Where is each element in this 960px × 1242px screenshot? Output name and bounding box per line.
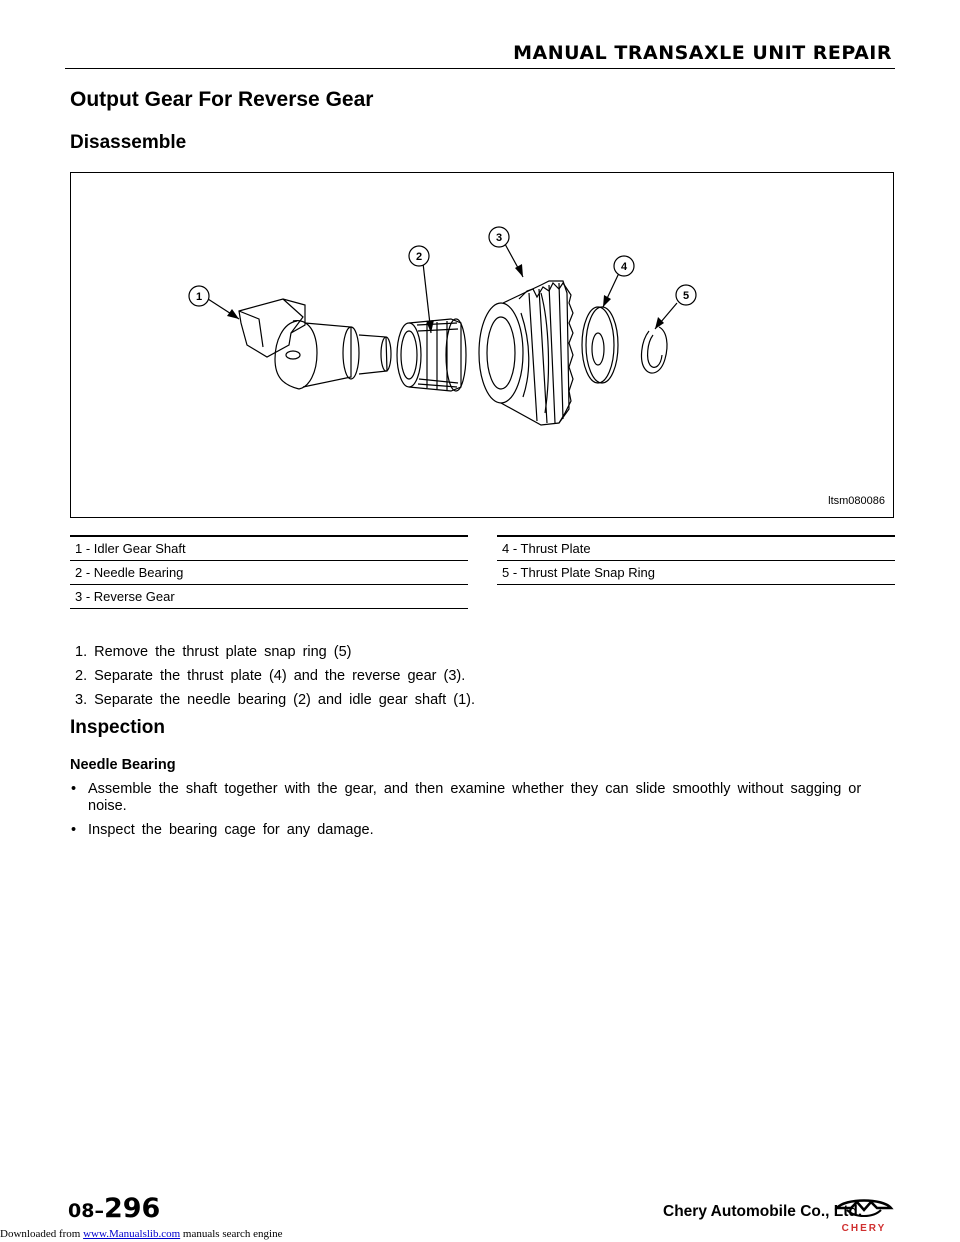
figure-code: ltsm080086 [828,495,885,507]
snap-ring-drawing [642,327,667,373]
legend-table-left [70,535,468,609]
page-header-title: MANUAL TRANSAXLE UNIT REPAIR [513,42,892,64]
disassemble-heading: Disassemble [70,132,187,153]
legend-item: 3 - Reverse Gear [70,585,468,609]
bullet-dot-icon: • [71,781,77,797]
legend-row [70,561,468,585]
needle-bearing-subheading: Needle Bearing [70,757,176,773]
legend-item: 2 - Needle Bearing [70,561,468,585]
step-item: 1. Remove the thrust plate snap ring (5) [75,644,352,660]
bullet-dot-icon: • [71,822,77,838]
download-notice [0,1228,282,1240]
bullet-text: Assemble the shaft together with the gear, and then examine whether they can slide smoothly without sagging or noise. [88,781,862,814]
legend-item: 1 - Idler Gear Shaft [70,536,468,561]
manualslib-link[interactable]: www.Manualslib.com [83,1228,181,1240]
legend-row [70,585,468,609]
header-rule [65,68,895,69]
page-number-value: 296 [103,1193,161,1224]
inspection-heading: Inspection [70,717,166,738]
callout-2: 2 [415,251,423,263]
legend-item: 5 - Thrust Plate Snap Ring [497,561,895,585]
gear-assembly-drawing [71,173,893,517]
figure-illustration [70,172,894,518]
legend-row [497,561,895,585]
company-name: Chery Automobile Co., Ltd. [663,1203,863,1220]
disassemble-steps [70,640,890,712]
callout-1: 1 [195,291,203,303]
bullet-item [70,781,890,815]
callout-3: 3 [495,232,503,244]
legend-row [497,536,895,561]
step-item: 3. Separate the needle bearing (2) and idle gear shaft (1). [75,692,475,708]
page-number [68,1193,160,1224]
bullet-item [70,822,890,839]
legend-row [70,536,468,561]
legend-item: 4 - Thrust Plate [497,536,895,561]
download-prefix: Downloaded from [0,1228,84,1240]
legend-table-right [497,535,895,585]
inspection-bullets [70,781,890,846]
thrust-plate-drawing [582,307,618,383]
idler-gear-shaft-drawing [239,299,391,389]
chery-logo-icon [833,1196,895,1234]
reverse-gear-drawing [479,281,573,425]
callout-4: 4 [620,261,628,273]
callout-5: 5 [682,290,690,302]
svg-text:CHERY: CHERY [841,1223,887,1234]
download-suffix: manuals search engine [180,1228,283,1240]
step-item: 2. Separate the thrust plate (4) and the reverse gear (3). [75,668,466,684]
callout-circles [189,227,696,306]
bullet-text: Inspect the bearing cage for any damage. [88,822,374,838]
section-title: Output Gear For Reverse Gear [70,88,374,111]
page-section-prefix: 08– [68,1200,104,1222]
